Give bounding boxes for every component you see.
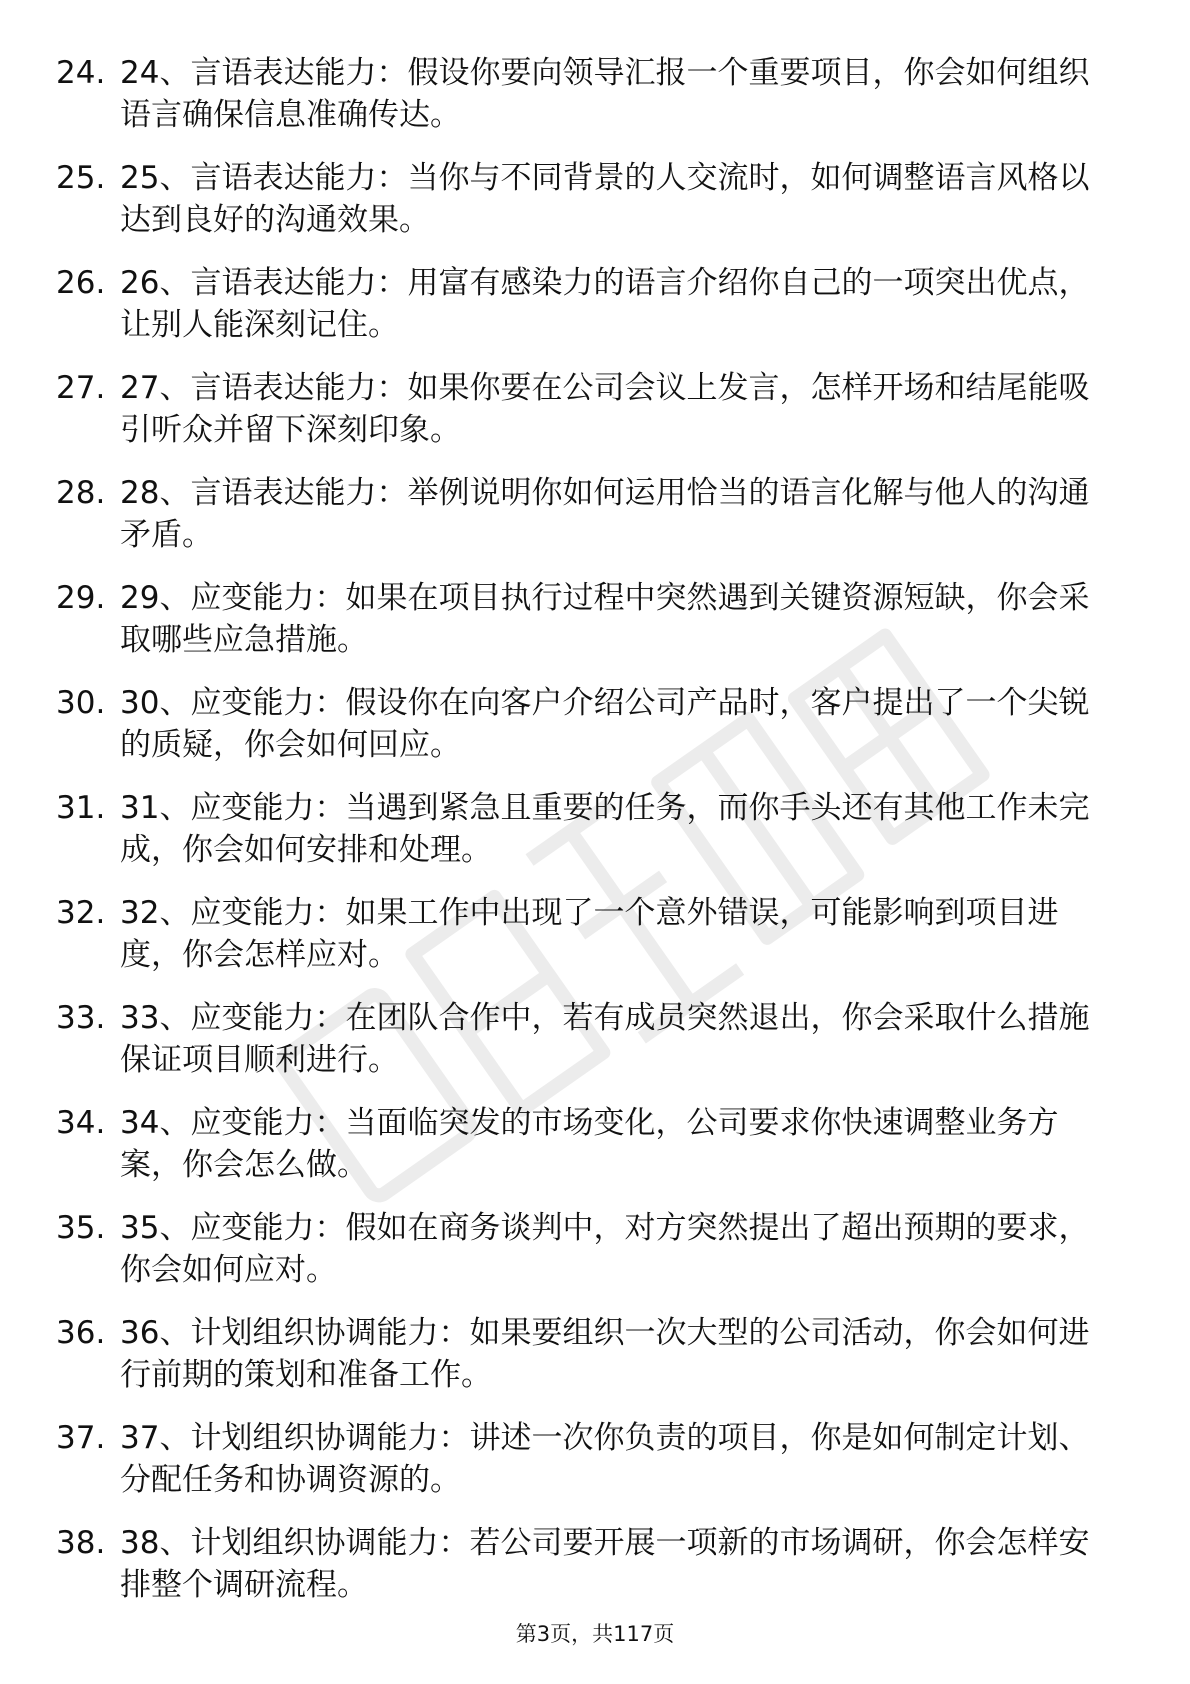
item-number: 38.	[56, 1525, 106, 1561]
item-number: 29.	[56, 580, 106, 616]
list-item	[56, 1102, 1116, 1186]
item-number: 28.	[56, 475, 106, 511]
list-item	[56, 997, 1116, 1081]
item-text: 33、应变能力：在团队合作中，若有成员突然退出，你会采取什么措施保证项目顺利进行。	[120, 1000, 1090, 1078]
item-text: 28、言语表达能力：举例说明你如何运用恰当的语言化解与他人的沟通矛盾。	[120, 475, 1090, 553]
item-text: 27、言语表达能力：如果你要在公司会议上发言，怎样开场和结尾能吸引听众并留下深刻印象。	[120, 370, 1090, 448]
item-number: 34.	[56, 1105, 106, 1141]
list-item	[56, 1207, 1116, 1291]
list-item	[56, 1522, 1116, 1606]
list-item	[56, 1417, 1116, 1501]
list-item	[56, 787, 1116, 871]
item-number: 37.	[56, 1420, 106, 1456]
item-number: 27.	[56, 370, 106, 406]
item-text: 26、言语表达能力：用富有感染力的语言介绍你自己的一项突出优点，让别人能深刻记住。	[120, 265, 1090, 343]
list-item	[56, 472, 1116, 556]
item-number: 31.	[56, 790, 106, 826]
item-text: 35、应变能力：假如在商务谈判中，对方突然提出了超出预期的要求，你会如何应对。	[120, 1210, 1090, 1288]
page-footer: 第3页，共117页	[515, 1622, 675, 1646]
item-number: 26.	[56, 265, 106, 301]
item-text: 32、应变能力：如果工作中出现了一个意外错误，可能影响到项目进度，你会怎样应对。	[120, 895, 1059, 973]
list-item	[56, 367, 1116, 451]
item-number: 24.	[56, 55, 106, 91]
item-text: 30、应变能力：假设你在向客户介绍公司产品时，客户提出了一个尖锐的质疑，你会如何回应。	[120, 685, 1090, 763]
item-text: 34、应变能力：当面临突发的市场变化，公司要求你快速调整业务方案，你会怎么做。	[120, 1105, 1059, 1183]
list-item	[56, 1312, 1116, 1396]
item-text: 36、计划组织协调能力：如果要组织一次大型的公司活动，你会如何进行前期的策划和准备工作。	[120, 1315, 1090, 1393]
item-number: 36.	[56, 1315, 106, 1351]
list-item	[56, 577, 1116, 661]
item-text: 24、言语表达能力：假设你要向领导汇报一个重要项目，你会如何组织语言确保信息准确传达。	[120, 55, 1090, 133]
list-item	[56, 682, 1116, 766]
question-list	[56, 52, 1116, 1627]
item-number: 32.	[56, 895, 106, 931]
list-item	[56, 52, 1116, 136]
list-item	[56, 892, 1116, 976]
item-number: 33.	[56, 1000, 106, 1036]
list-item	[56, 157, 1116, 241]
item-text: 29、应变能力：如果在项目执行过程中突然遇到关键资源短缺，你会采取哪些应急措施。	[120, 580, 1090, 658]
item-number: 35.	[56, 1210, 106, 1246]
item-text: 38、计划组织协调能力：若公司要开展一项新的市场调研，你会怎样安排整个调研流程。	[120, 1525, 1090, 1603]
item-number: 30.	[56, 685, 106, 721]
item-number: 25.	[56, 160, 106, 196]
item-text: 25、言语表达能力：当你与不同背景的人交流时，如何调整语言风格以达到良好的沟通效果。	[120, 160, 1090, 238]
item-text: 37、计划组织协调能力：讲述一次你负责的项目，你是如何制定计划、分配任务和协调资源的。	[120, 1420, 1090, 1498]
list-item	[56, 262, 1116, 346]
item-text: 31、应变能力：当遇到紧急且重要的任务，而你手头还有其他工作未完成，你会如何安排和处理。	[120, 790, 1090, 868]
